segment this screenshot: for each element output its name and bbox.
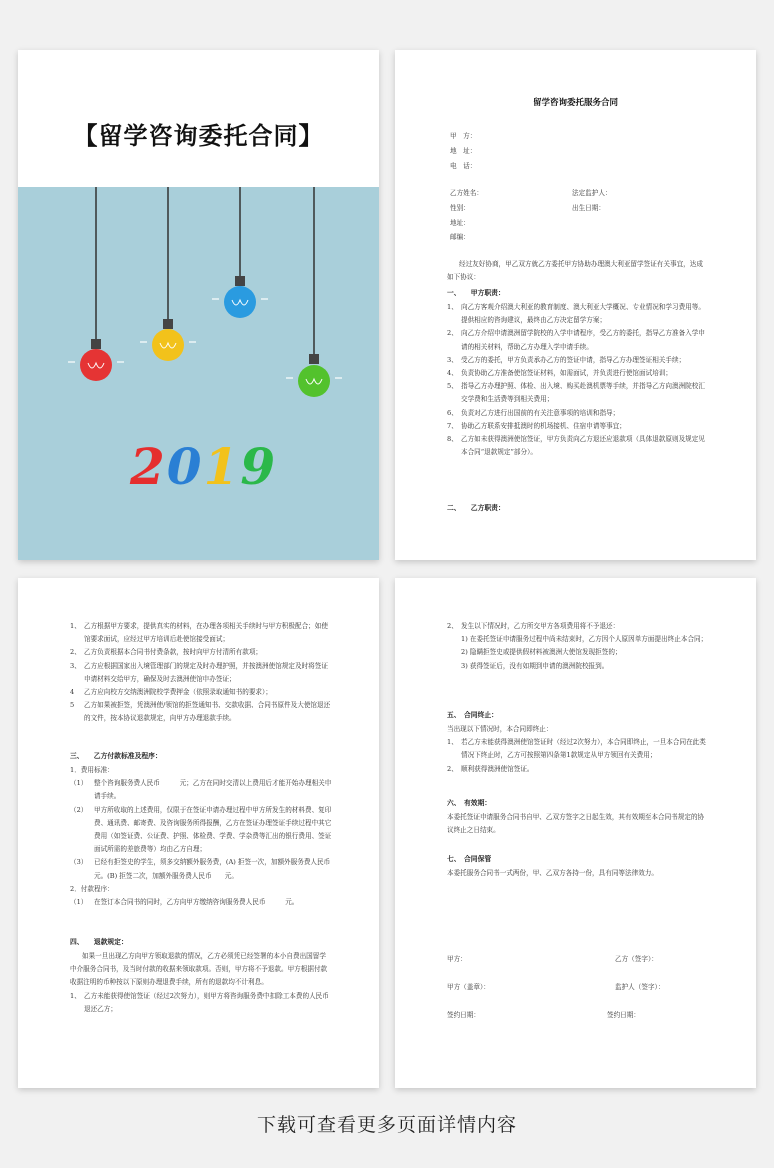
yellow-bulb-icon xyxy=(152,319,184,361)
party-b-postcode: 邮编： xyxy=(450,233,470,241)
section-payment: 三、 乙方付款标准及程序： xyxy=(70,752,162,760)
blue-bulb-icon xyxy=(224,276,256,318)
year-digit: 1 xyxy=(203,437,241,496)
sub-item: 2) 隐瞒拒签史或提供假材料被澳洲大使馆发现拒签的； xyxy=(461,648,622,657)
list-item: 8、 乙方如未获得澳洲使馆签证，甲方负责向乙方退还应退款项（具体退款原则及规定见本合同“退款规定”部分）。 xyxy=(447,435,705,457)
list-item: 2、 乙方负责根据本合同书付费条款，按时向甲方付清所有款项； xyxy=(70,648,263,657)
party-a-phone: 电 话： xyxy=(450,162,477,170)
party-a-duties-list xyxy=(447,301,709,459)
sub-item: 3) 获得签证后，没有如期到申请的澳洲院校报到。 xyxy=(461,661,609,670)
list-item: 4、 负责协助乙方准备使馆签证材料，如需面试，并负责进行使馆面试培训； xyxy=(447,369,672,378)
list-item: 7、 协助乙方联系安排抵澳时的机场接机、住宿申请等事宜； xyxy=(447,421,626,430)
fee-intro: 1．费用标准： xyxy=(70,766,114,774)
birth-date-field: 出生日期： xyxy=(572,204,605,212)
download-more-link[interactable]: 下载可查看更多页面详情内容 xyxy=(256,1114,517,1136)
sign-party-a-seal: 甲方（盖章）： xyxy=(447,983,490,991)
cover-illustration xyxy=(18,187,379,560)
refund-paragraph: 如果一旦出现乙方向甲方领取退款的情况，乙方必须凭已经签署的本小自费出国留学中介服务合同书，及当时付款的收据来领取款项。否则，甲方将不予退款。甲方根据付款收据注明的币种按以下原则办理退费手续，所有的退款均不计利息。 xyxy=(70,952,328,987)
list-item: （3） 已经有拒签史的学生，须多交纳额外服务费，(A) 拒签一次，加额外服务费人民币 元。(B) 拒签二次，加额外服务费人民币 元。 xyxy=(70,858,344,880)
sign-party-b: 乙方（签字）： xyxy=(615,955,658,963)
green-bulb-icon xyxy=(298,354,330,397)
list-item: 5、 指导乙方办理护照、体检、出入境、购买赴澳机票等手续，并指导乙方向澳洲院校汇交学费和生活费等到相关费用； xyxy=(447,382,705,404)
section-validity: 六、 有效期： xyxy=(447,799,492,807)
list-item: 3、 受乙方的委托，甲方负责承办乙方的签证申请，指导乙方办理签证相关手续； xyxy=(447,355,686,364)
payment-intro: 2．付款程序： xyxy=(70,884,114,893)
termination-rules xyxy=(447,723,709,776)
party-b-address: 地址： xyxy=(450,219,470,227)
sign-date-left: 签约日期： xyxy=(447,1011,480,1019)
list-item: 6、 负责对乙方进行出国前的有关注意事项的培训和指导； xyxy=(447,408,620,417)
contract-page-1 xyxy=(395,50,756,560)
list-item: （2） 甲方所收取的上述费用，仅限于在签证申请办理过程中甲方所发生的材料费、复印费、通讯费、邮寄费、及咨询服务所得报酬，乙方在签证办理签证手续过程中其它费用（如签证费、公证费、护照、体检费、学费、学杂费等汇出的银行费用、签证面试所需的差旅费等）均由乙方自理； xyxy=(70,805,332,854)
list-item: 2、 顺利获得澳洲使馆签证。 xyxy=(447,764,534,773)
list-item: 2、 发生以下情况时，乙方所交甲方各项费用将不予退还： xyxy=(447,622,620,630)
list-item: 1、 若乙方未能获得澳洲使馆签证时（经过2次努力），本合同即终止，一旦本合同在此类情况下终止时，乙方可按照第四条第1款规定从甲方领回有关费用； xyxy=(447,738,706,760)
sub-item: 1) 在委托签证申请服务过程中尚未结束时，乙方因个人原因单方面提出终止本合同； xyxy=(461,635,708,644)
year-digit: 0 xyxy=(166,437,204,496)
section-termination: 五、 合同终止： xyxy=(447,711,498,719)
party-a-name: 甲 方： xyxy=(450,132,477,140)
list-item: 2、 向乙方介绍申请澳洲留学院校的入学申请程序，受乙方的委托，指导乙方准备入学申请的相关材料，帮助乙方办理入学申请手续。 xyxy=(447,329,705,351)
non-refund-conditions xyxy=(447,620,709,673)
list-item: （1） 在签订本合同书的同时，乙方向甲方缴纳咨询服务费人民币 元。 xyxy=(70,898,299,907)
cover-page xyxy=(18,50,379,560)
list-item: 1、 乙方根据甲方要求，提供真实的材料，在办理各项相关手续时与甲方积极配合；如使馆要求面试，应经过甲方培训后赴使馆接受面试； xyxy=(70,622,328,644)
list-item: 5 乙方如果被拒签，凭澳洲使/领馆的拒签通知书、交款收据、合同书原件及大使馆退还的文件，按本协议退款规定，向甲方办理退款手续。 xyxy=(70,701,331,723)
list-item: 1、 乙方未能获得使馆签证（经过2次努力），则甲方将咨询服务费中扣除工本费的人民币 退还乙方； xyxy=(70,991,349,1013)
contract-page-3 xyxy=(395,578,756,1088)
section-custody: 七、 合同保管 xyxy=(447,855,492,863)
list-item: 4 乙方应向校方交纳澳洲院校学费押金（依照录取通知书的要求）； xyxy=(70,688,272,697)
year-digit: 2 xyxy=(130,437,167,496)
party-b-duties-list xyxy=(70,620,332,726)
year-2019 xyxy=(130,437,277,496)
red-bulb-icon xyxy=(80,339,112,381)
year-digit: 9 xyxy=(240,437,278,496)
contract-page-2 xyxy=(18,578,379,1088)
refund-rules xyxy=(70,950,349,1016)
intro-paragraph: 经过友好协商，甲乙双方就乙方委托甲方协助办理澳大利亚留学签证有关事宜，达成如下协议： xyxy=(447,260,703,282)
section-party-a-duties: 一、 甲方职责： xyxy=(447,289,505,297)
sign-party-a: 甲方： xyxy=(447,955,467,963)
list-item: 1、 向乙方客观介绍澳大利亚的教育制度、澳大利亚大学概况、专业情况和学习费用等。提供相应的咨询建议，最终由乙方决定留学方案； xyxy=(447,303,705,325)
party-b-gender: 性别： xyxy=(450,204,470,212)
fee-standard xyxy=(70,764,344,909)
list-item: 3、 乙方应根据国家出入境管理部门的规定及时办理护照，并按澳洲使馆规定及时将签证申请材料交给甲方，确保及时去澳洲使馆申办签证； xyxy=(70,661,328,683)
party-b-name: 乙方姓名： xyxy=(450,189,483,197)
cover-title: 【留学咨询委托合同】 xyxy=(73,122,324,150)
guardian-field: 法定监护人： xyxy=(572,189,612,197)
lightbulbs-illustration xyxy=(18,187,379,560)
sign-guardian: 监护人（签字）： xyxy=(615,983,665,991)
termination-intro: 当出现以下情况时，本合同即终止： xyxy=(447,725,553,733)
contract-title: 留学咨询委托服务合同 xyxy=(532,98,618,108)
list-item: （1） 整个咨询服务费人民币 元；乙方在同时交清以上费用后才能开始办理相关申请手续。 xyxy=(70,779,332,801)
custody-text: 本委托服务合同书一式两份，甲、乙双方各持一份，具有同等法律效力。 xyxy=(447,869,658,877)
section-party-b-duties: 二、 乙方职责： xyxy=(447,504,505,512)
validity-text: 本委托签证申请服务合同书自甲、乙双方签字之日起生效，其有效期至本合同书规定的协议终止之日结束。 xyxy=(447,813,705,835)
section-refund: 四、 退款规定： xyxy=(70,938,128,946)
party-a-address: 地 址： xyxy=(450,147,477,155)
sign-date-right: 签约日期： xyxy=(607,1011,640,1019)
